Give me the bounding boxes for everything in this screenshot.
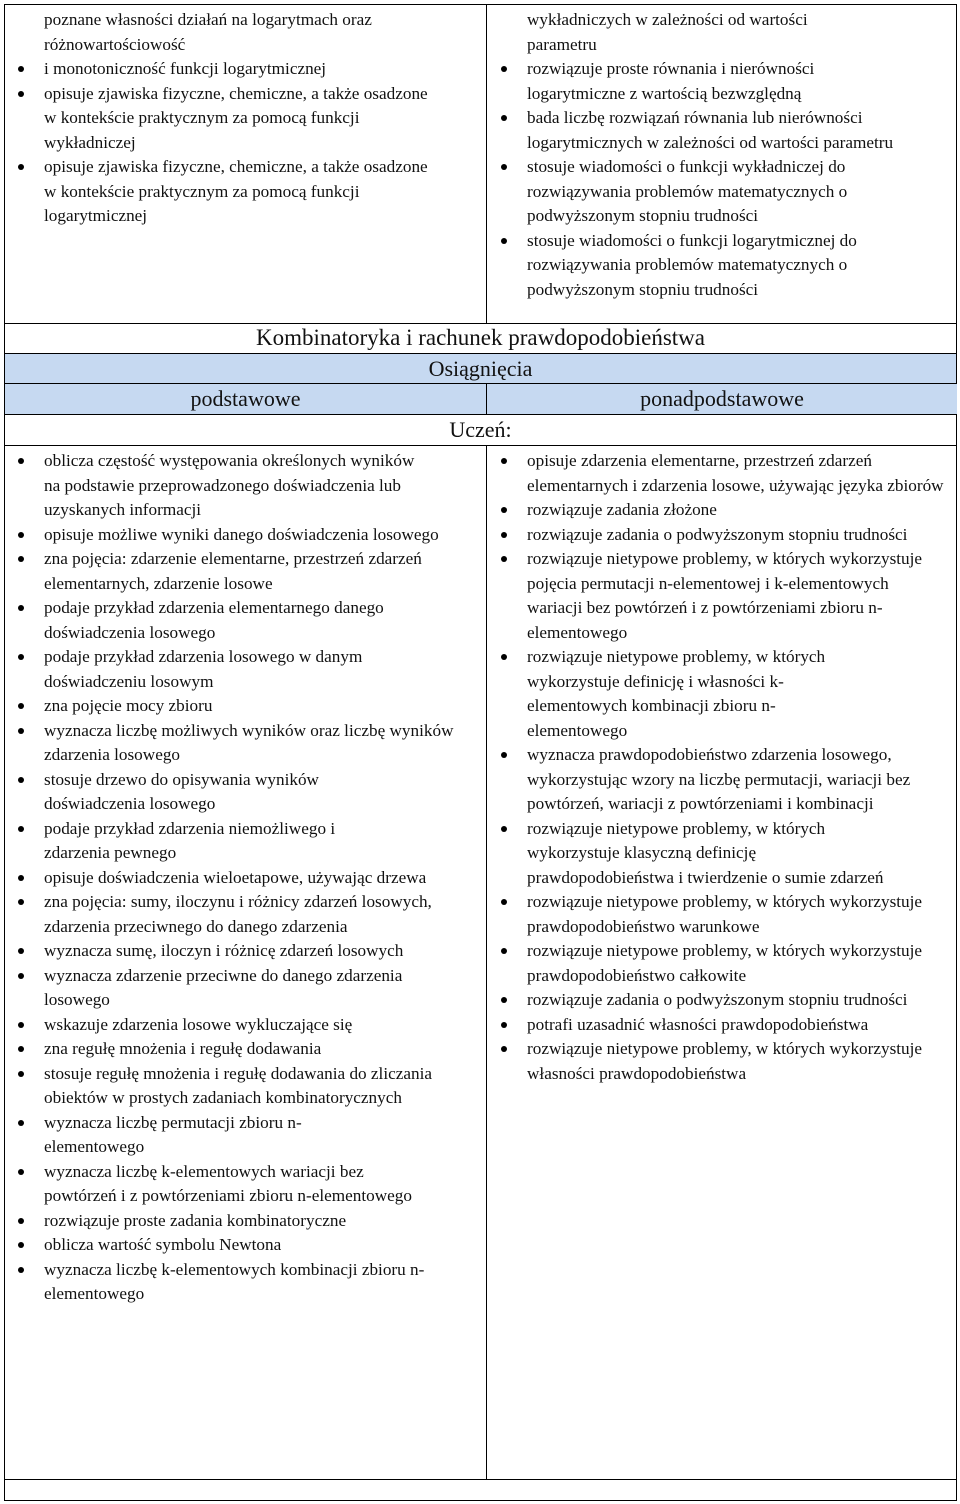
list-item: podaje przykład zdarzenia losowego w danym doświadczeniu losowym: [5, 645, 444, 694]
list-item: opisuje zjawiska fizyczne, chemiczne, a także osadzone w kontekście praktycznym za pomocą funkcji wykładniczej: [5, 82, 444, 156]
list-item: zna pojęcia: zdarzenie elementarne, przestrzeń zdarzeń elementarnych, zdarzenie losowe: [5, 547, 439, 596]
student-label: Uczeń:: [449, 417, 512, 442]
section-title: Kombinatoryka i rachunek prawdopodobieństwa: [255, 325, 706, 350]
list-item: rozwiązuje nietypowe problemy, w których wykorzystuje własności prawdopodobieństwa: [488, 1037, 927, 1086]
list-item: rozwiązuje nietypowe problemy, w których wykorzystuje pojęcia permutacji n-elementowej i k-elementowych wariacji bez powtórzeń i z powtórzeniami zbioru n-elementowego: [488, 547, 947, 645]
achievements-heading: Osiągnięcia: [428, 356, 533, 381]
list-item: poznane własności działań na logarytmach oraz różnowartościowość: [44, 10, 372, 54]
list-item: opisuje zdarzenia elementarne, przestrzeń zdarzeń elementarnych i zdarzenia losowe, używając języka zbiorów: [488, 449, 960, 498]
list-item: rozwiązuje nietypowe problemy, w których wykorzystuje prawdopodobieństwo całkowite: [488, 939, 927, 988]
list-item: stosuje drzewo do opisywania wyników doświadczenia losowego: [5, 768, 389, 817]
list-item: oblicza wartość symbolu Newtona: [5, 1233, 464, 1258]
list-item: stosuje wiadomości o funkcji logarytmicznej do rozwiązywania problemów matematycznych o podwyższonym stopniu trudności: [488, 229, 937, 303]
list-item: wyznacza sumę, iloczyn i różnicę zdarzeń losowych: [5, 939, 404, 964]
list-item: podaje przykład zdarzenia elementarnego danego doświadczenia losowego: [5, 596, 464, 645]
list-item: wyznacza liczbę permutacji zbioru n-elementowego: [5, 1111, 344, 1160]
list-item: bada liczbę rozwiązań równania lub nierówności logarytmicznych w zależności od wartości parametru: [488, 106, 927, 155]
list-item: rozwiązuje proste zadania kombinatoryczne: [5, 1209, 464, 1234]
basic-level-heading: podstawowe: [190, 386, 301, 411]
top-right-list: [488, 8, 928, 302]
list-item: rozwiązuje nietypowe problemy, w których wykorzystuje prawdopodobieństwo warunkowe: [488, 890, 947, 939]
list-item: stosuje regułę mnożenia i regułę dodawania do zliczania obiektów w prostych zadaniach kombinatorycznych: [5, 1062, 444, 1111]
list-item: wyznacza liczbę k-elementowych wariacji bez powtórzeń i z powtórzeniami zbioru n-elementowego: [5, 1160, 439, 1209]
advanced-achievements-list: [488, 449, 950, 1086]
list-item: i monotoniczność funkcji logarytmicznej: [5, 57, 404, 82]
advanced-level-heading: ponadpodstawowe: [640, 386, 804, 411]
top-left-list: [5, 8, 465, 229]
list-item: stosuje wiadomości o funkcji wykładniczej do rozwiązywania problemów matematycznych o podwyższonym stopniu trudności: [488, 155, 912, 229]
list-item: opisuje możliwe wyniki danego doświadczenia losowego: [5, 523, 454, 548]
list-item: opisuje doświadczenia wieloetapowe, używając drzewa: [5, 866, 454, 891]
list-item: oblicza częstość występowania określonych wyników na podstawie przeprowadzonego doświadczenia lub uzyskanych informacji: [5, 449, 424, 523]
list-item: zna pojęcia: sumy, iloczynu i różnicy zdarzeń losowych, zdarzenia przeciwnego do danego zdarzenia: [5, 890, 439, 939]
list-item: rozwiązuje zadania o podwyższonym stopniu trudności: [488, 988, 917, 1013]
divider: [5, 1479, 956, 1480]
body-column-divider: [486, 445, 487, 1479]
list-item: wyznacza liczbę możliwych wyników oraz liczbę wyników zdarzenia losowego: [5, 719, 464, 768]
list-item: podaje przykład zdarzenia niemożliwego i zdarzenia pewnego: [5, 817, 394, 866]
list-item: zna pojęcie mocy zbioru: [5, 694, 444, 719]
list-item: rozwiązuje nietypowe problemy, w których wykorzystuje klasyczną definicję prawdopodobieństwa i twierdzenie o sumie zdarzeń: [488, 817, 902, 891]
basic-achievements-list: [5, 449, 454, 1307]
list-item: rozwiązuje proste równania i nierówności logarytmiczne z wartością bezwzględną: [488, 57, 887, 106]
list-item: opisuje zjawiska fizyczne, chemiczne, a także osadzone w kontekście praktycznym za pomocą funkcji logarytmicznej: [5, 155, 444, 229]
list-item: potrafi uzasadnić własności prawdopodobieństwa: [488, 1013, 957, 1038]
list-item: rozwiązuje zadania o podwyższonym stopniu trudności: [488, 523, 917, 548]
list-item: zna regułę mnożenia i regułę dodawania: [5, 1037, 464, 1062]
top-column-divider: [486, 5, 487, 323]
list-item: wykładniczych w zależności od wartości parametru: [527, 10, 808, 54]
list-item: wyznacza liczbę k-elementowych kombinacji zbioru n-elementowego: [5, 1258, 444, 1307]
list-item: rozwiązuje zadania złożone: [488, 498, 947, 523]
curriculum-table: [4, 4, 957, 1501]
list-item: wskazuje zdarzenia losowe wykluczające się: [5, 1013, 464, 1038]
list-item: wyznacza zdarzenie przeciwne do danego zdarzenia losowego: [5, 964, 414, 1013]
list-item: wyznacza prawdopodobieństwo zdarzenia losowego, wykorzystując wzory na liczbę permutacji, wariacji bez powtórzeń, wariacji z powtórzeniami i kombinacji: [488, 743, 937, 817]
divider: [5, 445, 956, 446]
list-item: rozwiązuje nietypowe problemy, w których wykorzystuje definicję i własności k-elementowych kombinacji zbioru n-elementowego: [488, 645, 872, 743]
